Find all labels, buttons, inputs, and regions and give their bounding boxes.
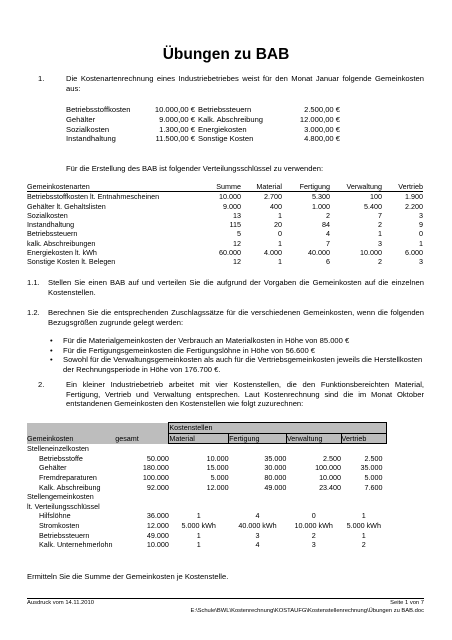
table-row: [27, 229, 423, 238]
table-cell: 10.000: [219, 192, 241, 202]
table-cell: 80.000: [264, 472, 287, 482]
table-cell: 0: [419, 229, 423, 239]
table-cell: Kalk. Abschreibung: [39, 482, 101, 492]
table-cell: Betriebsstoffe: [39, 453, 83, 463]
question-number: 1.1.: [27, 278, 40, 287]
cost-row: [66, 134, 340, 144]
table-row: [27, 220, 423, 229]
table-cell: 13: [233, 210, 241, 220]
table-header: Gemeinkostenarten: [27, 182, 185, 192]
table-cell: Kalk. Unternehmerlohn: [39, 540, 113, 550]
group-header-row: [27, 423, 387, 434]
table-cell: 1: [361, 530, 366, 540]
cost-value: 3.000,00 €: [304, 124, 340, 134]
key-table: [27, 182, 423, 267]
table-cell: 40.000: [308, 248, 330, 258]
table-cell: 9.000: [223, 201, 241, 211]
table-cell: 50.000: [146, 453, 169, 463]
section-label: lt. Verteilungsschlüssel: [27, 501, 100, 511]
table-cell: 6.000: [405, 248, 423, 258]
table-cell: Sozialkosten: [27, 210, 68, 220]
table-row: [27, 521, 387, 531]
list-item: [48, 346, 426, 356]
table-cell: 5: [237, 229, 241, 239]
section-row: [27, 492, 387, 502]
table-cell: 1.900: [405, 192, 423, 202]
table-cell: 10.000 kWh: [294, 520, 333, 530]
table-cell: 1: [196, 511, 201, 521]
table-cell: 1: [278, 210, 282, 220]
table-cell: 100.000: [142, 472, 169, 482]
question-text: Stellen Sie einen BAB auf und verteilen Sie die aufgrund der Vorgaben die Gemeinkosten auf die einzelnen Kostenstellen.: [48, 278, 424, 297]
table-cell: 3: [419, 210, 423, 220]
table-cell: 1: [196, 540, 201, 550]
table-cell: Fremdreparaturen: [39, 472, 97, 482]
table-cell: 6: [326, 257, 330, 267]
table-cell: 5.000: [364, 472, 383, 482]
table-cell: 1: [378, 229, 382, 239]
footer-path: E:\Schule\BWL\Kostenrechnung\KOSTAUFG\Kostenstellenrechnung\Übungen zu BAB.doc: [190, 608, 424, 614]
cost-name: Gehälter: [66, 114, 96, 124]
table-cell: 2: [311, 530, 316, 540]
page-title: Übungen zu BAB: [162, 46, 290, 63]
key-intro: Für die Erstellung des BAB ist folgender Verteilungsschlüssel zu verwenden:: [66, 164, 324, 173]
table-cell: 9: [419, 220, 423, 230]
table-cell: Energiekosten lt. kWh: [27, 248, 97, 258]
table-cell: 3: [255, 530, 260, 540]
table-cell: 7: [378, 210, 382, 220]
cost-name: Sozialkosten: [66, 124, 110, 134]
section-row: [27, 444, 387, 454]
table-row: [27, 192, 423, 202]
table-header: Gemeinkosten: [27, 433, 115, 444]
task-number: 1.: [38, 74, 45, 83]
table-row: [27, 540, 387, 550]
table-cell: 1: [361, 511, 366, 521]
table-cell: 5.400: [364, 201, 382, 211]
table-cell: 0: [311, 511, 316, 521]
empty-cell: [115, 423, 169, 434]
table-row: [27, 511, 387, 521]
table-header: Vertrieb: [341, 433, 386, 444]
cost-name: Betriebsstoffkosten: [66, 105, 131, 114]
table-cell: 5.000 kWh: [346, 520, 381, 530]
table-row: [27, 473, 387, 483]
table-cell: 1: [278, 257, 282, 267]
table-cell: 2.500: [364, 453, 383, 463]
table-cell: 10.000: [146, 540, 169, 550]
table-header: Material: [241, 182, 282, 192]
bullet-icon: •: [50, 345, 53, 355]
table-cell: 35.000: [360, 463, 383, 473]
table-cell: 23.400: [319, 482, 342, 492]
table-header: Fertigung: [282, 182, 330, 192]
cost-value: 9.000,00 €: [159, 114, 195, 124]
table-cell: 180.000: [142, 463, 169, 473]
table-cell: 12.000: [206, 482, 229, 492]
table-cell: 1: [278, 238, 282, 248]
table-cell: 30.000: [264, 463, 287, 473]
bullet-icon: •: [50, 355, 53, 365]
table-cell: Sonstige Kosten lt. Belegen: [27, 257, 116, 267]
bullet-icon: •: [50, 336, 53, 345]
table-cell: 115: [229, 220, 241, 230]
table-cell: 12.000: [146, 520, 169, 530]
cost-center-table: [27, 422, 387, 550]
table-cell: 3: [378, 238, 382, 248]
question-text: Berechnen Sie die entsprechenden Zuschlagssätze für die verschiedenen Gemeinkosten, wenn die folgenden Bezugsgrößen zugrunde gelegt werden:: [48, 308, 424, 327]
table-row: [27, 211, 423, 220]
group-header: Kostenstellen: [169, 423, 387, 434]
table-cell: 49.000: [264, 482, 287, 492]
list-item-text: Für die Materialgemeinkosten der Verbrauch an Materialkosten in Höhe von 85.000 €: [63, 336, 350, 345]
table-cell: 36.000: [146, 511, 169, 521]
table-cell: Betriebssteuern: [27, 229, 78, 239]
footer-printed: Ausdruck vom 14.11.2010: [27, 600, 94, 606]
table-row: [27, 463, 387, 473]
table-cell: Betriebssteuern: [39, 530, 90, 540]
table-cell: 4.000: [264, 248, 282, 258]
table-cell: 4: [255, 511, 260, 521]
table-row: [27, 202, 423, 211]
cost-name: Instandhaltung: [66, 134, 116, 144]
table-header-row: [27, 433, 387, 444]
section-label: Stellengemeinkosten: [27, 492, 94, 502]
empty-cell: [27, 423, 115, 434]
section-label: Stelleneinzelkosten: [27, 444, 89, 454]
task-text: Ein kleiner Industriebetrieb arbeitet mit vier Kostenstellen, die den Funktionsbereichten Material, Fertigung, Vertrieb und Verwaltung entsprechen. Laut Kostenrechnung sind die im Monat Oktober entstandenen Gemeinkosten den Kostenstellen wie folgt zuzurechnen:: [66, 380, 424, 409]
table-cell: 3: [419, 257, 423, 267]
cost-row: [66, 115, 340, 125]
table-header: Verwaltung: [330, 182, 382, 192]
table-cell: 5.300: [312, 192, 330, 202]
table-row: [27, 257, 423, 266]
table-cell: 3: [311, 540, 316, 550]
table-cell: 60.000: [219, 248, 241, 258]
cost-name: Energiekosten: [198, 124, 247, 134]
table-cell: 4: [255, 540, 260, 550]
table-cell: 2: [378, 220, 382, 230]
table-cell: 2: [378, 257, 382, 267]
table-cell: kalk. Abschreibungen: [27, 238, 96, 248]
cost-value: 4.800,00 €: [304, 134, 340, 144]
table-cell: 49.000: [146, 530, 169, 540]
closing-text: Ermitteln Sie die Summe der Gemeinkosten je Kostenstelle.: [27, 572, 229, 581]
table-header: Vertrieb: [382, 182, 423, 192]
table-cell: 1: [196, 530, 201, 540]
table-cell: 20: [274, 220, 282, 230]
table-cell: 5.000: [210, 472, 229, 482]
table-cell: Gehälter: [39, 463, 67, 473]
table-cell: 92.000: [146, 482, 169, 492]
task-text: Die Kostenartenrechnung eines Industriebetriebes weist für den Monat Januar folgende Gemeinkosten aus:: [66, 74, 424, 93]
table-cell: 7: [326, 238, 330, 248]
table-cell: 2: [361, 540, 366, 550]
task-number: 2.: [38, 380, 45, 389]
table-cell: 12: [233, 257, 241, 267]
cost-value: 1.300,00 €: [159, 124, 195, 134]
table-row: [27, 483, 387, 493]
table-cell: 5.000 kWh: [181, 520, 216, 530]
table-cell: 2: [326, 210, 330, 220]
cost-row: [66, 125, 340, 135]
list-item-text: Für die Fertigungsgemeinkosten die Fertigungslöhne in Höhe von 56.600 €: [63, 345, 316, 355]
table-row: [27, 239, 423, 248]
table-cell: 1.000: [312, 201, 330, 211]
table-cell: 2.200: [405, 201, 423, 211]
table-row: [27, 248, 423, 257]
cost-value: 11.500,00 €: [155, 134, 195, 144]
section-row: [27, 502, 387, 512]
list-item: [48, 336, 426, 346]
footer-divider: [27, 598, 424, 599]
table-cell: 100: [370, 192, 382, 202]
table-cell: 7.600: [364, 482, 383, 492]
table-cell: Betriebsstoffkosten lt. Entnahmescheinen: [27, 192, 160, 202]
cost-name: Kalk. Abschreibung: [198, 114, 264, 124]
list-item: [48, 355, 426, 374]
table-cell: 10.000: [360, 248, 382, 258]
table-header: Summe: [185, 182, 241, 192]
bullet-list: [48, 336, 426, 374]
table-cell: 15.000: [206, 463, 229, 473]
cost-value: 10.000,00 €: [154, 105, 195, 114]
table-cell: Gehälter lt. Gehaltslisten: [27, 201, 106, 211]
table-cell: 84: [322, 220, 330, 230]
table-row: [27, 531, 387, 541]
cost-value: 12.000,00 €: [299, 114, 340, 124]
cost-value: 2.500,00 €: [304, 105, 340, 114]
list-item-text: Sowohl für die Verwaltungsgemeinkosten als auch für die Vertriebsgemeinkosten jeweils die Herstellkosten der Rechnungsperiode in Höhe von 176.700 €.: [63, 355, 423, 374]
table-cell: 10.000: [206, 453, 229, 463]
table-row: [27, 454, 387, 464]
table-cell: 0: [278, 229, 282, 239]
table-cell: 1: [419, 238, 423, 248]
table-cell: Instandhaltung: [27, 220, 75, 230]
table-cell: 35.000: [264, 453, 287, 463]
table-cell: 100.000: [315, 463, 342, 473]
table-cell: 4: [326, 229, 330, 239]
cost-row: [66, 105, 340, 115]
footer-page: Seite 1 von 7: [390, 600, 424, 606]
table-header: gesamt: [115, 433, 169, 444]
question-number: 1.2.: [27, 308, 40, 317]
cost-name: Betriebssteuern: [198, 105, 252, 114]
table-cell: 2.500: [323, 453, 342, 463]
table-cell: 10.000: [319, 472, 342, 482]
cost-name: Sonstige Kosten: [198, 134, 254, 144]
table-header: Verwaltung: [286, 433, 341, 444]
table-cell: 12: [233, 238, 241, 248]
table-cell: Stromkosten: [39, 520, 80, 530]
cost-list: [66, 105, 340, 144]
table-cell: 2.700: [264, 192, 282, 202]
table-cell: 40.000 kWh: [238, 520, 277, 530]
table-cell: 400: [270, 201, 282, 211]
table-header: Material: [169, 433, 229, 444]
table-cell: Hilfslöhne: [39, 511, 71, 521]
table-header: Fertigung: [229, 433, 287, 444]
